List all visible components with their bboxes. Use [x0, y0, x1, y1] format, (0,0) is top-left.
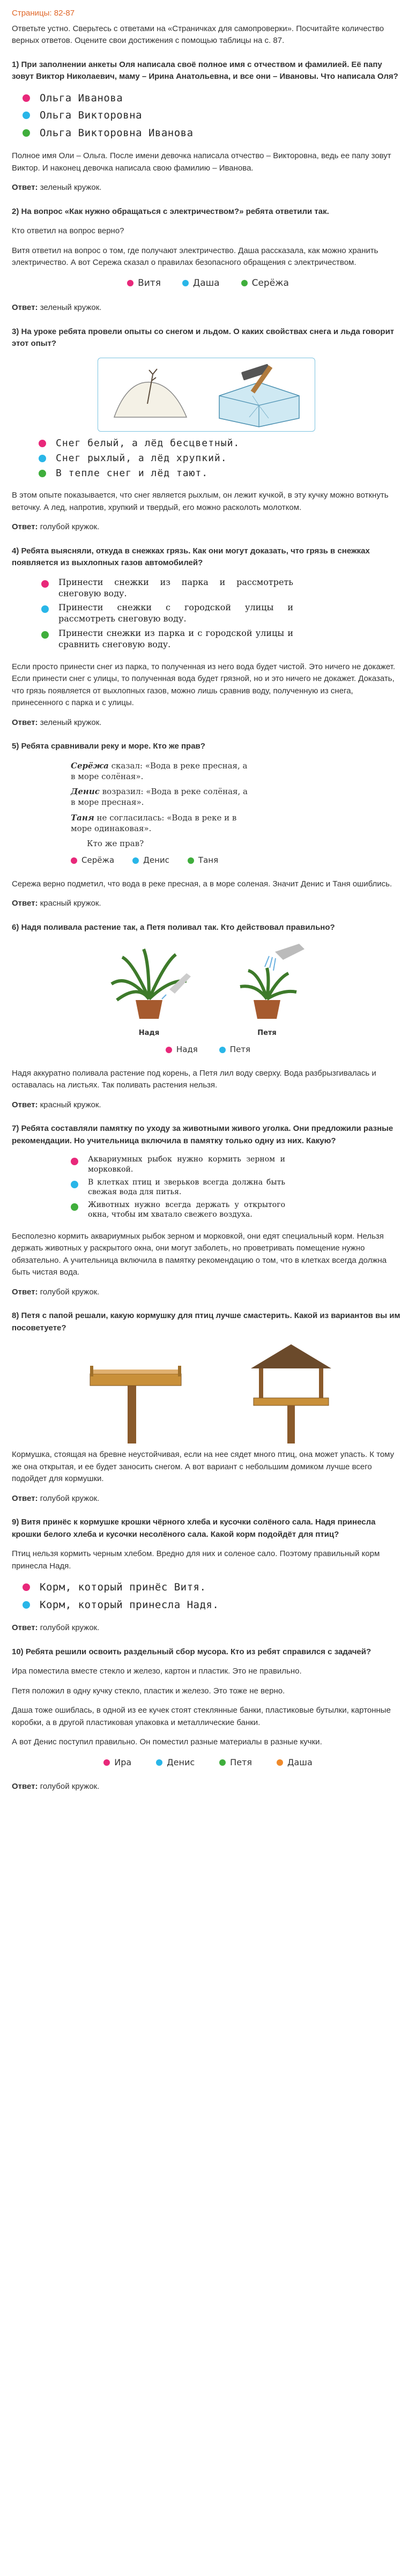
q2-explanation: Витя ответил на вопрос о том, где получают электричество. Даша рассказала, как можно хранить электричество. А вот Сережа сказал о правилах безопасного обращения с электричеством. — [12, 246, 378, 267]
watering-illustration — [12, 941, 404, 1038]
q9-answer: Ответ: голубой кружок. — [12, 1623, 100, 1633]
q7-option-3[interactable]: Животных нужно всегда держать у открытого окна, чтобы им хватало свежего воздуха. — [71, 1200, 285, 1219]
q8-explanation: Кормушка, стоящая на бревне неустойчивая, если на нее сядет много птиц, она может упасть. К тому же она открытая, и ее будет заносить снегом. А вот вариант с небольшим домиком лучше всего подойдет для кормушки. — [12, 1450, 395, 1484]
q6-explanation: Надя аккуратно поливала растение под корень, а Петя лил воду сверху. Вода разбрызгивалась и оставалась на листьях. Так поливать растения нельзя. — [12, 1068, 376, 1090]
q5-dialog — [71, 760, 248, 849]
q9-option-2[interactable]: Корм, который принесла Надя. — [23, 1597, 404, 1613]
q1-explanation: Полное имя Оли – Ольга. После имени девочка написала отчество – Викторовна, ведь ее папу зовут Виктор. И наконец девочка написала свою фамилию – Иванова. — [12, 151, 391, 173]
q9-explanation: Птиц нельзя кормить черным хлебом. Вредно для них и соленое сало. Поэтому правильный корм принесла Надя. — [12, 1549, 380, 1571]
q7-options — [71, 1154, 404, 1219]
q6-option-1[interactable]: Надя — [166, 1043, 198, 1056]
q10-answer: Ответ: голубой кружок. — [12, 1781, 100, 1791]
red-circle-icon — [71, 857, 77, 864]
green-circle-icon — [188, 857, 194, 864]
q7-option-1[interactable]: Аквариумных рыбок нужно кормить зерном и морковкой. — [71, 1154, 285, 1174]
q2-option-1[interactable]: Витя — [127, 277, 161, 291]
green-circle-icon — [23, 129, 30, 137]
red-circle-icon — [71, 1158, 78, 1165]
dialog-line: Таня не согласилась: «Вода в реке и в море одинаковая». — [71, 812, 237, 833]
q3-option-2[interactable]: Снег рыхлый, а лёд хрупкий. — [39, 452, 404, 465]
blue-circle-icon — [156, 1759, 162, 1766]
q10-option-2[interactable]: Денис — [156, 1756, 195, 1769]
q9-option-1[interactable]: Корм, который принёс Витя. — [23, 1580, 404, 1595]
green-circle-icon — [71, 1203, 78, 1211]
q5-explanation: Сережа верно подметил, что вода в реке пресная, а в море соленая. Значит Денис и Таня ошиблись. — [12, 879, 392, 889]
q4-option-1[interactable]: Принести снежки из парка и рассмотреть снеговую воду. — [41, 577, 293, 599]
blue-circle-icon — [132, 857, 139, 864]
nadya-caption: Надя — [138, 1028, 160, 1037]
question-6: 6) Надя поливала растение так, а Петя поливал так. Кто действовал правильно? — [12, 922, 335, 932]
petya-caption: Петя — [257, 1028, 277, 1037]
q10-options — [12, 1756, 404, 1769]
snow-ice-picture — [98, 358, 315, 431]
red-circle-icon — [23, 94, 30, 102]
blue-circle-icon — [39, 455, 46, 462]
q5-option-2[interactable]: Денис — [132, 854, 169, 867]
red-circle-icon — [23, 1583, 30, 1591]
dialog-line: Серёжа сказал: «Вода в реке пресная, а в море солёная». — [71, 760, 248, 781]
q10-paragraph-1: Ира поместила вместе стекло и железо, картон и пластик. Это не правильно. — [12, 1667, 302, 1676]
q5-options — [71, 854, 404, 867]
q6-options — [12, 1043, 404, 1056]
q10-option-1[interactable]: Ира — [103, 1756, 131, 1769]
petya-figure — [224, 941, 310, 1038]
dialog-line: Денис возразил: «Вода в реке солёная, а в море пресная». — [71, 787, 248, 808]
q3-options — [12, 437, 404, 480]
red-circle-icon — [41, 580, 49, 588]
orange-circle-icon — [277, 1759, 283, 1766]
q6-answer: Ответ: красный кружок. — [12, 1100, 101, 1109]
question-1: 1) При заполнении анкеты Оля написала своё полное имя с отчеством и фамилией. Её папу зовут Виктор Николаевич, маму – Ирина Анатольевна, и все они – Ивановы. Что написала Оля? — [12, 60, 398, 81]
q3-answer: Ответ: голубой кружок. — [12, 522, 100, 532]
green-circle-icon — [39, 470, 46, 477]
q4-option-3[interactable]: Принести снежки из парка и с городской улицы и сравнить снеговую воду. — [41, 628, 293, 650]
question-8: 8) Петя с папой решали, какую кормушку для птиц лучше смастерить. Какой из вариантов вы им посоветуете? — [12, 1311, 400, 1333]
green-circle-icon — [241, 280, 248, 286]
bird-feeder-illustration — [12, 1342, 404, 1444]
blue-circle-icon — [23, 112, 30, 119]
question-4: 4) Ребята выясняли, откуда в снежках грязь. Как они могут доказать, что грязь в снежках появляется из выхлопных газов автомобилей? — [12, 546, 370, 568]
plant-watering-root-picture — [106, 941, 192, 1021]
q1-option-3[interactable]: Ольга Викторовна Иванова — [23, 125, 404, 141]
q7-explanation: Бесполезно кормить аквариумных рыбок зерном и морковкой, они едят специальный корм. Нельзя держать животных у раскрытого окна, они могут заболеть, но проветривать помещение нужно обязательно. А учительница включила в памятку рекомендацию о том, что в клетках всегда должна быть чистая вода. — [12, 1231, 387, 1277]
plant-watering-top-picture — [224, 941, 310, 1021]
q2-options — [12, 277, 404, 291]
question-10: 10) Ребята решили освоить раздельный сбор мусора. Кто из ребят справился с задачей? — [12, 1647, 372, 1656]
q3-option-3[interactable]: В тепле снег и лёд тают. — [39, 467, 404, 480]
q10-option-4[interactable]: Даша — [277, 1756, 313, 1769]
red-circle-icon — [166, 1047, 172, 1053]
nadya-figure — [106, 941, 192, 1038]
green-circle-icon — [41, 631, 49, 639]
question-3: 3) На уроке ребята провели опыты со снегом и льдом. О каких свойствах снега и льда говорит этот опыт? — [12, 327, 395, 348]
house-feeder-picture — [240, 1342, 342, 1444]
question-7: 7) Ребята составляли памятку по уходу за животными живого уголка. Они предложили разные рекомендации. Но учительница включила в памятку только одну из них. Какую? — [12, 1124, 393, 1145]
q5-option-3[interactable]: Таня — [188, 854, 218, 867]
q9-options — [12, 1580, 404, 1612]
red-circle-icon — [127, 280, 133, 286]
q4-option-2[interactable]: Принести снежки с городской улицы и рассмотреть снеговую воду. — [41, 602, 293, 625]
q10-paragraph-3: Даша тоже ошиблась, в одной из ее кучек стоят стеклянные банки, пластиковые бутылки, картонные коробки, а в другой пластиковая упаковка и металлические банки. — [12, 1706, 391, 1727]
q3-explanation: В этом опыте показывается, что снег является рыхлым, он лежит кучкой, в эту кучку можно воткнуть веточку. А лед, напротив, хрупкий и твердый, его можно расколоть молотком. — [12, 491, 389, 512]
q5-answer: Ответ: красный кружок. — [12, 899, 101, 908]
pages-range[interactable]: Страницы: 82-87 — [12, 9, 75, 18]
q2-option-3[interactable]: Серёжа — [241, 277, 289, 291]
q7-answer: Ответ: голубой кружок. — [12, 1287, 100, 1297]
red-circle-icon — [103, 1759, 110, 1766]
snow-ice-illustration — [98, 358, 315, 432]
q3-option-1[interactable]: Снег белый, а лёд бесцветный. — [39, 437, 404, 450]
blue-circle-icon — [219, 1047, 226, 1053]
q5-option-1[interactable]: Серёжа — [71, 854, 114, 867]
dialog-prompt: Кто же прав? — [87, 839, 144, 849]
q1-option-1[interactable]: Ольга Иванова — [23, 91, 404, 106]
q4-answer: Ответ: зеленый кружок. — [12, 717, 102, 727]
q7-option-2[interactable]: В клетках птиц и зверьков всегда должна быть свежая вода для питья. — [71, 1178, 285, 1197]
q4-explanation: Если просто принести снег из парка, то полученная из него вода будет чистой. Это ничего не докажет. Если принести снег с улицы, то полученная вода будет грязной, но и это ничего не докажет. Доказать, что грязь появляется от выхлопных газов, можно лишь сравнив воду, полученную из снега, принесенного с парка и с улицы. — [12, 662, 396, 708]
q6-option-2[interactable]: Петя — [219, 1043, 250, 1056]
blue-circle-icon — [23, 1601, 30, 1609]
q1-options — [12, 91, 404, 141]
blue-circle-icon — [182, 280, 189, 286]
q2-subquestion: Кто ответил на вопрос верно? — [12, 226, 124, 235]
question-2: 2) На вопрос «Как нужно обращаться с электричеством?» ребята ответили так. — [12, 206, 329, 216]
q1-option-2[interactable]: Ольга Викторовна — [23, 108, 404, 123]
q2-answer: Ответ: зеленый кружок. — [12, 303, 102, 312]
question-5: 5) Ребята сравнивали реку и море. Кто же прав? — [12, 742, 205, 751]
open-feeder-on-log-picture — [74, 1342, 197, 1444]
blue-circle-icon — [41, 605, 49, 613]
question-9: 9) Витя принёс к кормушке крошки чёрного хлеба и кусочки солёного сала. Надя принесла крошки белого хлеба и кусочки несолёного сала. Какой корм подойдёт для птиц? — [12, 1518, 376, 1539]
q8-answer: Ответ: голубой кружок. — [12, 1493, 100, 1503]
intro-text: Ответьте устно. Сверьтесь с ответами на «Страничках для самопроверки». Посчитайте количество верных ответов. Оцените свои достижения с помощью таблицы на с. 87. — [12, 24, 384, 45]
q10-paragraph-2: Петя положил в одну кучку стекло, пластик и железо. Это тоже не верно. — [12, 1686, 285, 1696]
q10-paragraph-4: А вот Денис поступил правильно. Он поместил разные материалы в разные кучки. — [12, 1737, 322, 1747]
green-circle-icon — [219, 1759, 226, 1766]
blue-circle-icon — [71, 1181, 78, 1188]
red-circle-icon — [39, 440, 46, 447]
q1-answer: Ответ: зеленый кружок. — [12, 183, 102, 192]
q4-options — [41, 577, 404, 650]
q2-option-2[interactable]: Даша — [182, 277, 220, 291]
q10-option-3[interactable]: Петя — [219, 1756, 252, 1769]
